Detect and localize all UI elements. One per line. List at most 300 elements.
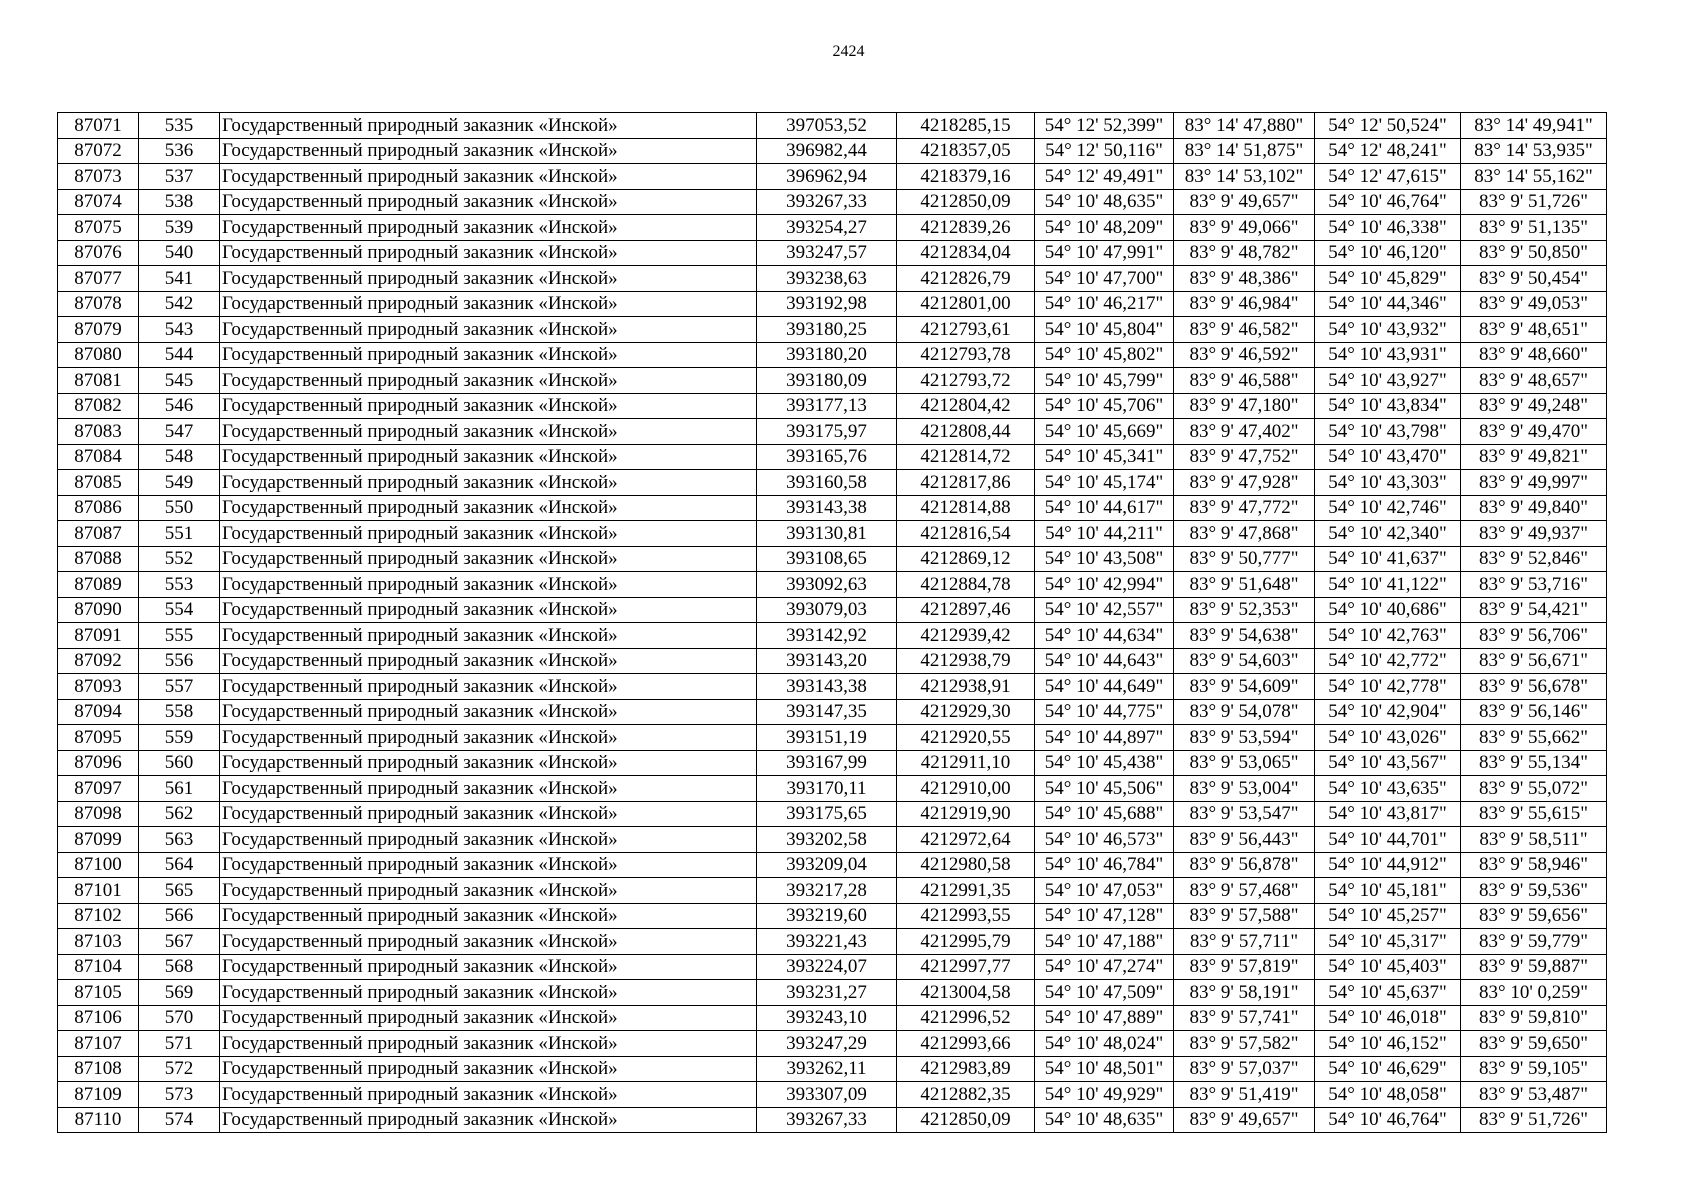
table-row: [58, 1107, 1607, 1133]
longitude-2-cell: 83° 9' 50,850": [1461, 240, 1607, 266]
y-coordinate-cell: 4212850,09: [897, 189, 1035, 215]
point-number-cell: 546: [139, 393, 220, 419]
record-id-cell: 87094: [58, 699, 139, 725]
point-number-cell: 560: [139, 750, 220, 776]
x-coordinate-cell: 393130,81: [757, 521, 897, 547]
latitude-1-cell: 54° 10' 48,501": [1035, 1056, 1174, 1082]
territory-name-cell: Государственный природный заказник «Инской»: [220, 1005, 757, 1031]
record-id-cell: 87095: [58, 725, 139, 751]
record-id-cell: 87099: [58, 827, 139, 853]
record-id-cell: 87097: [58, 776, 139, 802]
record-id-cell: 87072: [58, 138, 139, 164]
y-coordinate-cell: 4218357,05: [897, 138, 1035, 164]
point-number-cell: 567: [139, 929, 220, 955]
longitude-1-cell: 83° 9' 48,782": [1174, 240, 1315, 266]
x-coordinate-cell: 393202,58: [757, 827, 897, 853]
y-coordinate-cell: 4212814,72: [897, 444, 1035, 470]
longitude-2-cell: 83° 9' 49,840": [1461, 495, 1607, 521]
x-coordinate-cell: 393231,27: [757, 980, 897, 1006]
longitude-1-cell: 83° 14' 47,880": [1174, 113, 1315, 139]
latitude-2-cell: 54° 10' 43,303": [1315, 470, 1461, 496]
longitude-2-cell: 83° 9' 59,536": [1461, 878, 1607, 904]
territory-name-cell: Государственный природный заказник «Инской»: [220, 419, 757, 445]
y-coordinate-cell: 4212939,42: [897, 623, 1035, 649]
longitude-1-cell: 83° 9' 46,984": [1174, 291, 1315, 317]
latitude-1-cell: 54° 10' 47,509": [1035, 980, 1174, 1006]
longitude-1-cell: 83° 9' 47,928": [1174, 470, 1315, 496]
longitude-2-cell: 83° 9' 49,937": [1461, 521, 1607, 547]
record-id-cell: 87079: [58, 317, 139, 343]
latitude-1-cell: 54° 10' 47,128": [1035, 903, 1174, 929]
longitude-2-cell: 83° 9' 50,454": [1461, 266, 1607, 292]
longitude-2-cell: 83° 14' 55,162": [1461, 164, 1607, 190]
coordinates-table: [57, 112, 1607, 1133]
latitude-1-cell: 54° 10' 47,700": [1035, 266, 1174, 292]
longitude-2-cell: 83° 9' 53,716": [1461, 572, 1607, 598]
latitude-2-cell: 54° 10' 44,701": [1315, 827, 1461, 853]
territory-name-cell: Государственный природный заказник «Инской»: [220, 878, 757, 904]
longitude-2-cell: 83° 9' 59,779": [1461, 929, 1607, 955]
point-number-cell: 551: [139, 521, 220, 547]
territory-name-cell: Государственный природный заказник «Инской»: [220, 215, 757, 241]
latitude-2-cell: 54° 12' 47,615": [1315, 164, 1461, 190]
longitude-2-cell: 83° 9' 56,706": [1461, 623, 1607, 649]
point-number-cell: 571: [139, 1031, 220, 1057]
point-number-cell: 553: [139, 572, 220, 598]
table-row: [58, 266, 1607, 292]
record-id-cell: 87108: [58, 1056, 139, 1082]
latitude-1-cell: 54° 10' 47,991": [1035, 240, 1174, 266]
record-id-cell: 87090: [58, 597, 139, 623]
x-coordinate-cell: 393165,76: [757, 444, 897, 470]
territory-name-cell: Государственный природный заказник «Инской»: [220, 1082, 757, 1108]
latitude-2-cell: 54° 10' 45,829": [1315, 266, 1461, 292]
longitude-1-cell: 83° 9' 47,868": [1174, 521, 1315, 547]
y-coordinate-cell: 4212920,55: [897, 725, 1035, 751]
latitude-2-cell: 54° 10' 42,746": [1315, 495, 1461, 521]
record-id-cell: 87076: [58, 240, 139, 266]
y-coordinate-cell: 4212991,35: [897, 878, 1035, 904]
longitude-1-cell: 83° 9' 48,386": [1174, 266, 1315, 292]
territory-name-cell: Государственный природный заказник «Инской»: [220, 929, 757, 955]
record-id-cell: 87104: [58, 954, 139, 980]
latitude-1-cell: 54° 10' 44,617": [1035, 495, 1174, 521]
latitude-2-cell: 54° 10' 46,629": [1315, 1056, 1461, 1082]
longitude-1-cell: 83° 9' 56,443": [1174, 827, 1315, 853]
latitude-1-cell: 54° 12' 50,116": [1035, 138, 1174, 164]
x-coordinate-cell: 393143,38: [757, 495, 897, 521]
y-coordinate-cell: 4212869,12: [897, 546, 1035, 572]
latitude-2-cell: 54° 10' 48,058": [1315, 1082, 1461, 1108]
latitude-2-cell: 54° 10' 43,470": [1315, 444, 1461, 470]
latitude-2-cell: 54° 10' 43,817": [1315, 801, 1461, 827]
latitude-2-cell: 54° 10' 45,317": [1315, 929, 1461, 955]
record-id-cell: 87109: [58, 1082, 139, 1108]
latitude-1-cell: 54° 10' 45,688": [1035, 801, 1174, 827]
point-number-cell: 554: [139, 597, 220, 623]
x-coordinate-cell: 393238,63: [757, 266, 897, 292]
coordinates-table-body: [58, 113, 1607, 1133]
latitude-2-cell: 54° 10' 44,346": [1315, 291, 1461, 317]
table-row: [58, 801, 1607, 827]
record-id-cell: 87092: [58, 648, 139, 674]
point-number-cell: 540: [139, 240, 220, 266]
table-row: [58, 954, 1607, 980]
longitude-2-cell: 83° 9' 48,651": [1461, 317, 1607, 343]
latitude-1-cell: 54° 10' 45,706": [1035, 393, 1174, 419]
x-coordinate-cell: 393143,38: [757, 674, 897, 700]
territory-name-cell: Государственный природный заказник «Инской»: [220, 495, 757, 521]
latitude-2-cell: 54° 10' 42,340": [1315, 521, 1461, 547]
record-id-cell: 87107: [58, 1031, 139, 1057]
table-row: [58, 929, 1607, 955]
y-coordinate-cell: 4212834,04: [897, 240, 1035, 266]
y-coordinate-cell: 4212897,46: [897, 597, 1035, 623]
longitude-2-cell: 83° 9' 54,421": [1461, 597, 1607, 623]
longitude-1-cell: 83° 9' 54,638": [1174, 623, 1315, 649]
longitude-1-cell: 83° 9' 46,582": [1174, 317, 1315, 343]
record-id-cell: 87100: [58, 852, 139, 878]
y-coordinate-cell: 4212793,72: [897, 368, 1035, 394]
territory-name-cell: Государственный природный заказник «Инской»: [220, 801, 757, 827]
x-coordinate-cell: 393170,11: [757, 776, 897, 802]
point-number-cell: 569: [139, 980, 220, 1006]
latitude-1-cell: 54° 10' 45,799": [1035, 368, 1174, 394]
longitude-1-cell: 83° 9' 57,588": [1174, 903, 1315, 929]
point-number-cell: 558: [139, 699, 220, 725]
point-number-cell: 562: [139, 801, 220, 827]
longitude-1-cell: 83° 9' 58,191": [1174, 980, 1315, 1006]
longitude-1-cell: 83° 9' 54,603": [1174, 648, 1315, 674]
x-coordinate-cell: 393217,28: [757, 878, 897, 904]
territory-name-cell: Государственный природный заказник «Инской»: [220, 827, 757, 853]
territory-name-cell: Государственный природный заказник «Инской»: [220, 1107, 757, 1133]
latitude-2-cell: 54° 10' 43,932": [1315, 317, 1461, 343]
longitude-1-cell: 83° 9' 53,594": [1174, 725, 1315, 751]
territory-name-cell: Государственный природный заказник «Инской»: [220, 393, 757, 419]
y-coordinate-cell: 4212929,30: [897, 699, 1035, 725]
latitude-2-cell: 54° 10' 46,152": [1315, 1031, 1461, 1057]
y-coordinate-cell: 4212993,55: [897, 903, 1035, 929]
longitude-1-cell: 83° 9' 52,353": [1174, 597, 1315, 623]
x-coordinate-cell: 393143,20: [757, 648, 897, 674]
table-row: [58, 1031, 1607, 1057]
table-row: [58, 1005, 1607, 1031]
longitude-1-cell: 83° 9' 57,037": [1174, 1056, 1315, 1082]
table-row: [58, 521, 1607, 547]
record-id-cell: 87103: [58, 929, 139, 955]
y-coordinate-cell: 4218379,16: [897, 164, 1035, 190]
longitude-1-cell: 83° 9' 53,547": [1174, 801, 1315, 827]
record-id-cell: 87085: [58, 470, 139, 496]
point-number-cell: 547: [139, 419, 220, 445]
record-id-cell: 87073: [58, 164, 139, 190]
territory-name-cell: Государственный природный заказник «Инской»: [220, 597, 757, 623]
latitude-1-cell: 54° 10' 49,929": [1035, 1082, 1174, 1108]
territory-name-cell: Государственный природный заказник «Инской»: [220, 725, 757, 751]
point-number-cell: 556: [139, 648, 220, 674]
record-id-cell: 87078: [58, 291, 139, 317]
longitude-2-cell: 83° 9' 49,248": [1461, 393, 1607, 419]
record-id-cell: 87080: [58, 342, 139, 368]
longitude-1-cell: 83° 9' 49,066": [1174, 215, 1315, 241]
longitude-1-cell: 83° 9' 57,711": [1174, 929, 1315, 955]
territory-name-cell: Государственный природный заказник «Инской»: [220, 164, 757, 190]
latitude-2-cell: 54° 10' 43,927": [1315, 368, 1461, 394]
territory-name-cell: Государственный природный заказник «Инской»: [220, 240, 757, 266]
point-number-cell: 564: [139, 852, 220, 878]
latitude-1-cell: 54° 12' 49,491": [1035, 164, 1174, 190]
latitude-2-cell: 54° 12' 48,241": [1315, 138, 1461, 164]
point-number-cell: 563: [139, 827, 220, 853]
territory-name-cell: Государственный природный заказник «Инской»: [220, 852, 757, 878]
point-number-cell: 535: [139, 113, 220, 139]
latitude-1-cell: 54° 10' 45,802": [1035, 342, 1174, 368]
table-row: [58, 623, 1607, 649]
longitude-2-cell: 83° 9' 48,657": [1461, 368, 1607, 394]
record-id-cell: 87075: [58, 215, 139, 241]
longitude-2-cell: 83° 9' 59,656": [1461, 903, 1607, 929]
latitude-1-cell: 54° 10' 47,889": [1035, 1005, 1174, 1031]
x-coordinate-cell: 393160,58: [757, 470, 897, 496]
x-coordinate-cell: 396962,94: [757, 164, 897, 190]
record-id-cell: 87088: [58, 546, 139, 572]
x-coordinate-cell: 393079,03: [757, 597, 897, 623]
table-row: [58, 980, 1607, 1006]
x-coordinate-cell: 393219,60: [757, 903, 897, 929]
point-number-cell: 545: [139, 368, 220, 394]
point-number-cell: 559: [139, 725, 220, 751]
latitude-2-cell: 54° 10' 41,637": [1315, 546, 1461, 572]
point-number-cell: 561: [139, 776, 220, 802]
latitude-2-cell: 54° 10' 40,686": [1315, 597, 1461, 623]
longitude-1-cell: 83° 14' 51,875": [1174, 138, 1315, 164]
latitude-1-cell: 54° 10' 46,573": [1035, 827, 1174, 853]
x-coordinate-cell: 393209,04: [757, 852, 897, 878]
y-coordinate-cell: 4212972,64: [897, 827, 1035, 853]
territory-name-cell: Государственный природный заказник «Инской»: [220, 342, 757, 368]
x-coordinate-cell: 393243,10: [757, 1005, 897, 1031]
y-coordinate-cell: 4212980,58: [897, 852, 1035, 878]
point-number-cell: 543: [139, 317, 220, 343]
territory-name-cell: Государственный природный заказник «Инской»: [220, 138, 757, 164]
y-coordinate-cell: 4212938,79: [897, 648, 1035, 674]
x-coordinate-cell: 393180,25: [757, 317, 897, 343]
longitude-2-cell: 83° 9' 51,726": [1461, 1107, 1607, 1133]
record-id-cell: 87089: [58, 572, 139, 598]
latitude-1-cell: 54° 10' 44,649": [1035, 674, 1174, 700]
latitude-1-cell: 54° 10' 44,775": [1035, 699, 1174, 725]
longitude-2-cell: 83° 9' 49,053": [1461, 291, 1607, 317]
y-coordinate-cell: 4212993,66: [897, 1031, 1035, 1057]
latitude-1-cell: 54° 10' 46,217": [1035, 291, 1174, 317]
latitude-1-cell: 54° 10' 47,188": [1035, 929, 1174, 955]
point-number-cell: 537: [139, 164, 220, 190]
table-row: [58, 240, 1607, 266]
record-id-cell: 87081: [58, 368, 139, 394]
table-row: [58, 674, 1607, 700]
y-coordinate-cell: 4212911,10: [897, 750, 1035, 776]
latitude-2-cell: 54° 10' 45,181": [1315, 878, 1461, 904]
y-coordinate-cell: 4212793,61: [897, 317, 1035, 343]
latitude-2-cell: 54° 10' 41,122": [1315, 572, 1461, 598]
table-row: [58, 164, 1607, 190]
latitude-2-cell: 54° 10' 43,026": [1315, 725, 1461, 751]
table-row: [58, 138, 1607, 164]
record-id-cell: 87083: [58, 419, 139, 445]
point-number-cell: 539: [139, 215, 220, 241]
longitude-2-cell: 83° 9' 51,726": [1461, 189, 1607, 215]
y-coordinate-cell: 4212882,35: [897, 1082, 1035, 1108]
x-coordinate-cell: 393262,11: [757, 1056, 897, 1082]
y-coordinate-cell: 4212817,86: [897, 470, 1035, 496]
y-coordinate-cell: 4212910,00: [897, 776, 1035, 802]
y-coordinate-cell: 4212996,52: [897, 1005, 1035, 1031]
point-number-cell: 544: [139, 342, 220, 368]
latitude-1-cell: 54° 10' 42,557": [1035, 597, 1174, 623]
latitude-1-cell: 54° 10' 47,053": [1035, 878, 1174, 904]
longitude-1-cell: 83° 9' 57,582": [1174, 1031, 1315, 1057]
longitude-1-cell: 83° 9' 51,648": [1174, 572, 1315, 598]
record-id-cell: 87077: [58, 266, 139, 292]
longitude-1-cell: 83° 14' 53,102": [1174, 164, 1315, 190]
latitude-2-cell: 54° 10' 43,798": [1315, 419, 1461, 445]
territory-name-cell: Государственный природный заказник «Инской»: [220, 699, 757, 725]
longitude-2-cell: 83° 9' 56,678": [1461, 674, 1607, 700]
longitude-1-cell: 83° 9' 46,588": [1174, 368, 1315, 394]
x-coordinate-cell: 393175,97: [757, 419, 897, 445]
territory-name-cell: Государственный природный заказник «Инской»: [220, 623, 757, 649]
record-id-cell: 87071: [58, 113, 139, 139]
table-row: [58, 852, 1607, 878]
table-row: [58, 597, 1607, 623]
territory-name-cell: Государственный природный заказник «Инской»: [220, 572, 757, 598]
longitude-2-cell: 83° 9' 56,146": [1461, 699, 1607, 725]
record-id-cell: 87110: [58, 1107, 139, 1133]
y-coordinate-cell: 4212816,54: [897, 521, 1035, 547]
x-coordinate-cell: 393247,29: [757, 1031, 897, 1057]
territory-name-cell: Государственный природный заказник «Инской»: [220, 776, 757, 802]
latitude-2-cell: 54° 10' 43,567": [1315, 750, 1461, 776]
table-row: [58, 215, 1607, 241]
latitude-2-cell: 54° 10' 43,834": [1315, 393, 1461, 419]
x-coordinate-cell: 393167,99: [757, 750, 897, 776]
latitude-1-cell: 54° 12' 52,399": [1035, 113, 1174, 139]
territory-name-cell: Государственный природный заказник «Инской»: [220, 954, 757, 980]
territory-name-cell: Государственный природный заказник «Инской»: [220, 291, 757, 317]
latitude-2-cell: 54° 10' 46,764": [1315, 189, 1461, 215]
longitude-2-cell: 83° 9' 52,846": [1461, 546, 1607, 572]
territory-name-cell: Государственный природный заказник «Инской»: [220, 444, 757, 470]
x-coordinate-cell: 393142,92: [757, 623, 897, 649]
y-coordinate-cell: 4212839,26: [897, 215, 1035, 241]
table-row: [58, 495, 1607, 521]
record-id-cell: 87091: [58, 623, 139, 649]
latitude-1-cell: 54° 10' 48,024": [1035, 1031, 1174, 1057]
longitude-1-cell: 83° 9' 50,777": [1174, 546, 1315, 572]
table-row: [58, 444, 1607, 470]
latitude-2-cell: 54° 10' 46,120": [1315, 240, 1461, 266]
point-number-cell: 568: [139, 954, 220, 980]
x-coordinate-cell: 393151,19: [757, 725, 897, 751]
record-id-cell: 87105: [58, 980, 139, 1006]
x-coordinate-cell: 393175,65: [757, 801, 897, 827]
point-number-cell: 549: [139, 470, 220, 496]
longitude-1-cell: 83° 9' 57,741": [1174, 1005, 1315, 1031]
longitude-1-cell: 83° 9' 49,657": [1174, 189, 1315, 215]
point-number-cell: 570: [139, 1005, 220, 1031]
point-number-cell: 542: [139, 291, 220, 317]
longitude-2-cell: 83° 9' 49,821": [1461, 444, 1607, 470]
table-row: [58, 393, 1607, 419]
latitude-1-cell: 54° 10' 45,341": [1035, 444, 1174, 470]
y-coordinate-cell: 4218285,15: [897, 113, 1035, 139]
x-coordinate-cell: 393267,33: [757, 189, 897, 215]
latitude-2-cell: 54° 10' 45,403": [1315, 954, 1461, 980]
table-row: [58, 725, 1607, 751]
x-coordinate-cell: 393177,13: [757, 393, 897, 419]
x-coordinate-cell: 397053,52: [757, 113, 897, 139]
y-coordinate-cell: 4213004,58: [897, 980, 1035, 1006]
y-coordinate-cell: 4212801,00: [897, 291, 1035, 317]
longitude-2-cell: 83° 9' 56,671": [1461, 648, 1607, 674]
longitude-1-cell: 83° 9' 47,180": [1174, 393, 1315, 419]
point-number-cell: 538: [139, 189, 220, 215]
page-number: 2424: [832, 43, 865, 60]
longitude-2-cell: 83° 9' 59,887": [1461, 954, 1607, 980]
latitude-2-cell: 54° 10' 42,772": [1315, 648, 1461, 674]
territory-name-cell: Государственный природный заказник «Инской»: [220, 266, 757, 292]
table-row: [58, 572, 1607, 598]
latitude-1-cell: 54° 10' 48,209": [1035, 215, 1174, 241]
longitude-2-cell: 83° 9' 55,662": [1461, 725, 1607, 751]
point-number-cell: 541: [139, 266, 220, 292]
longitude-2-cell: 83° 9' 53,487": [1461, 1082, 1607, 1108]
longitude-1-cell: 83° 9' 54,609": [1174, 674, 1315, 700]
record-id-cell: 87074: [58, 189, 139, 215]
table-row: [58, 368, 1607, 394]
table-row: [58, 546, 1607, 572]
x-coordinate-cell: 393180,20: [757, 342, 897, 368]
record-id-cell: 87096: [58, 750, 139, 776]
point-number-cell: 565: [139, 878, 220, 904]
x-coordinate-cell: 393092,63: [757, 572, 897, 598]
latitude-2-cell: 54° 12' 50,524": [1315, 113, 1461, 139]
y-coordinate-cell: 4212808,44: [897, 419, 1035, 445]
record-id-cell: 87102: [58, 903, 139, 929]
territory-name-cell: Государственный природный заказник «Инской»: [220, 750, 757, 776]
longitude-2-cell: 83° 9' 58,946": [1461, 852, 1607, 878]
latitude-2-cell: 54° 10' 45,257": [1315, 903, 1461, 929]
latitude-1-cell: 54° 10' 42,994": [1035, 572, 1174, 598]
latitude-2-cell: 54° 10' 43,931": [1315, 342, 1461, 368]
territory-name-cell: Государственный природный заказник «Инской»: [220, 113, 757, 139]
latitude-1-cell: 54° 10' 44,643": [1035, 648, 1174, 674]
y-coordinate-cell: 4212919,90: [897, 801, 1035, 827]
record-id-cell: 87082: [58, 393, 139, 419]
latitude-1-cell: 54° 10' 44,897": [1035, 725, 1174, 751]
y-coordinate-cell: 4212826,79: [897, 266, 1035, 292]
territory-name-cell: Государственный природный заказник «Инской»: [220, 189, 757, 215]
latitude-1-cell: 54° 10' 45,174": [1035, 470, 1174, 496]
longitude-1-cell: 83° 9' 53,065": [1174, 750, 1315, 776]
latitude-1-cell: 54° 10' 43,508": [1035, 546, 1174, 572]
longitude-1-cell: 83° 9' 54,078": [1174, 699, 1315, 725]
latitude-1-cell: 54° 10' 45,804": [1035, 317, 1174, 343]
latitude-2-cell: 54° 10' 46,018": [1315, 1005, 1461, 1031]
table-row: [58, 189, 1607, 215]
x-coordinate-cell: 396982,44: [757, 138, 897, 164]
